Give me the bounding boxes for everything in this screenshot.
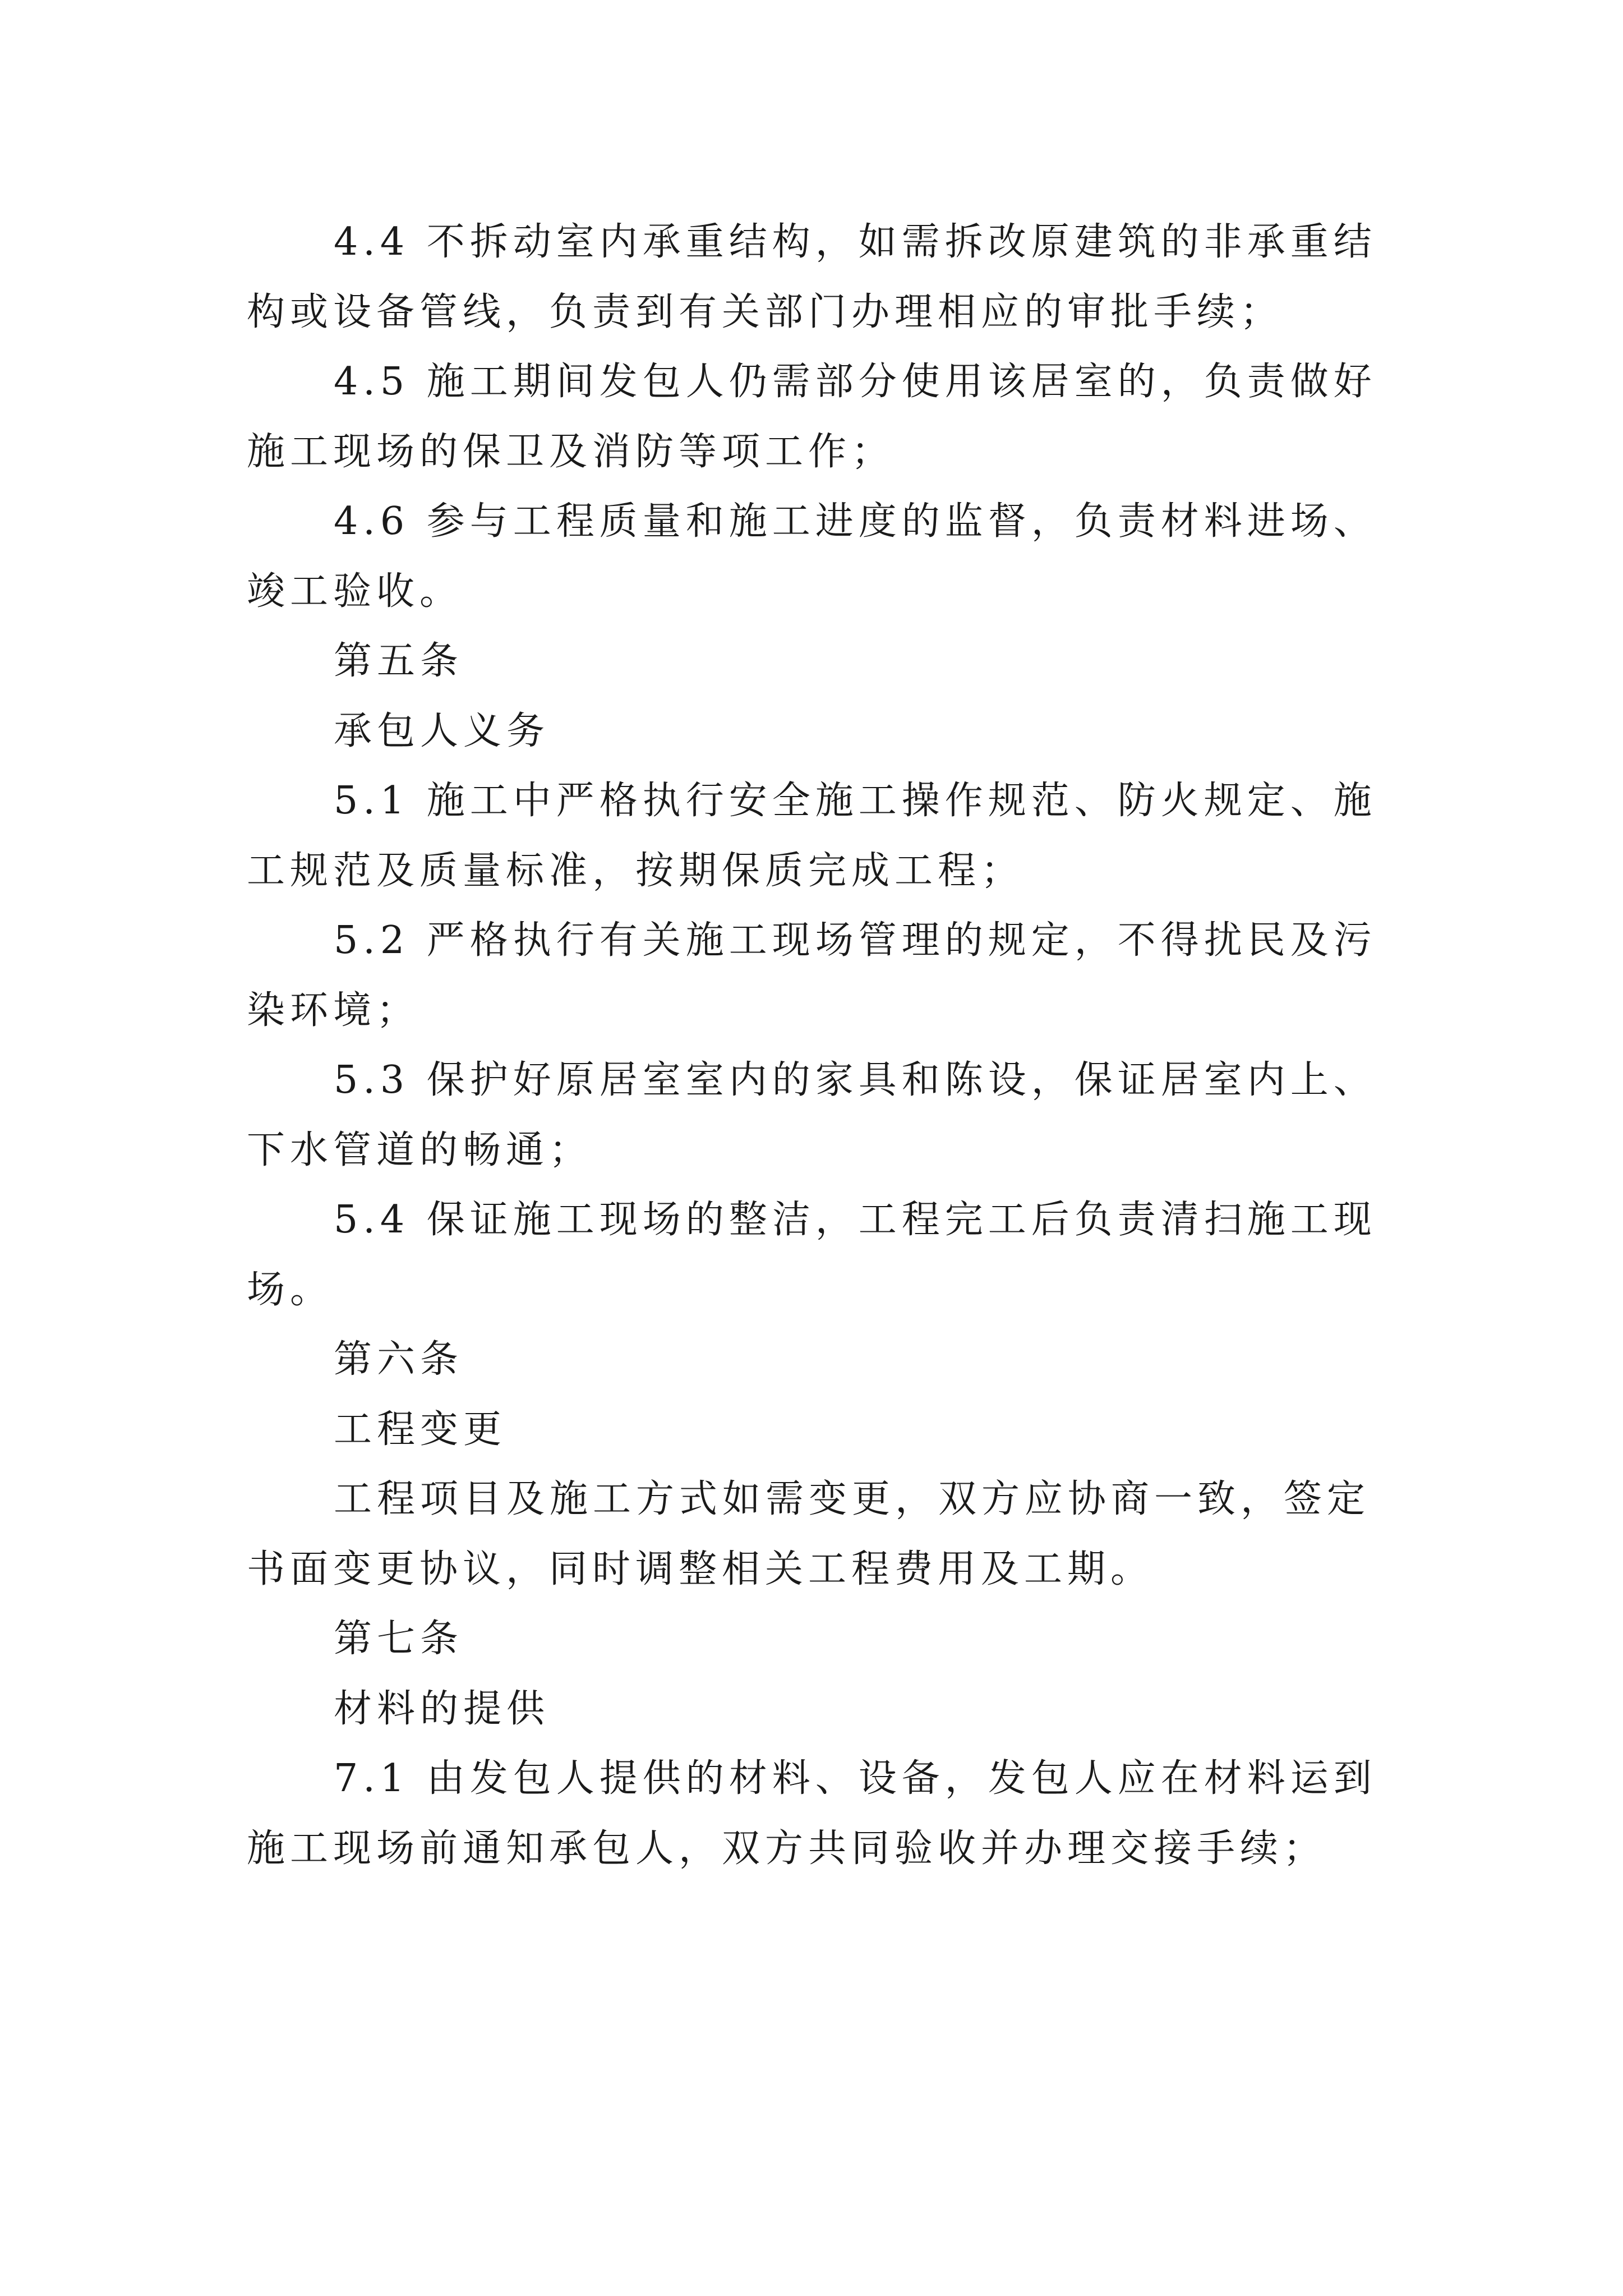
clause-4-6: 4.6 参与工程质量和施工进度的监督，负责材料进场、竣工验收。 bbox=[247, 499, 1377, 614]
article-6-number: 第六条 bbox=[334, 1337, 464, 1382]
article-6-title: 工程变更 bbox=[334, 1407, 507, 1452]
article-7-number: 第七条 bbox=[334, 1617, 464, 1661]
clause-5-2: 5.2 严格执行有关施工现场管理的规定，不得扰民及污染环境； bbox=[247, 918, 1377, 1033]
clause-7-1: 7.1 由发包人提供的材料、设备，发包人应在材料运到施工现场前通知承包人，双方共同验收并办理交接手续； bbox=[247, 1756, 1377, 1871]
article-6-body: 工程项目及施工方式如需变更，双方应协商一致，签定书面变更协议，同时调整相关工程费用及工期。 bbox=[247, 1477, 1371, 1591]
clause-4-5: 4.5 施工期间发包人仍需部分使用该居室的，负责做好施工现场的保卫及消防等项工作； bbox=[247, 360, 1377, 474]
document-body bbox=[247, 208, 1391, 1884]
clause-5-4: 5.4 保证施工现场的整洁，工程完工后负责清扫施工现场。 bbox=[247, 1198, 1377, 1312]
clause-5-3: 5.3 保护好原居室室内的家具和陈设，保证居室内上、下水管道的畅通； bbox=[247, 1058, 1377, 1172]
article-5-number: 第五条 bbox=[334, 639, 464, 683]
article-7-title: 材料的提供 bbox=[334, 1686, 550, 1731]
clause-5-1: 5.1 施工中严格执行安全施工操作规范、防火规定、施工规范及质量标准，按期保质完成工程； bbox=[247, 779, 1377, 893]
clause-4-4: 4.4 不拆动室内承重结构，如需拆改原建筑的非承重结构或设备管线，负责到有关部门办理相应的审批手续； bbox=[247, 220, 1377, 334]
article-5-title: 承包人义务 bbox=[334, 708, 550, 753]
